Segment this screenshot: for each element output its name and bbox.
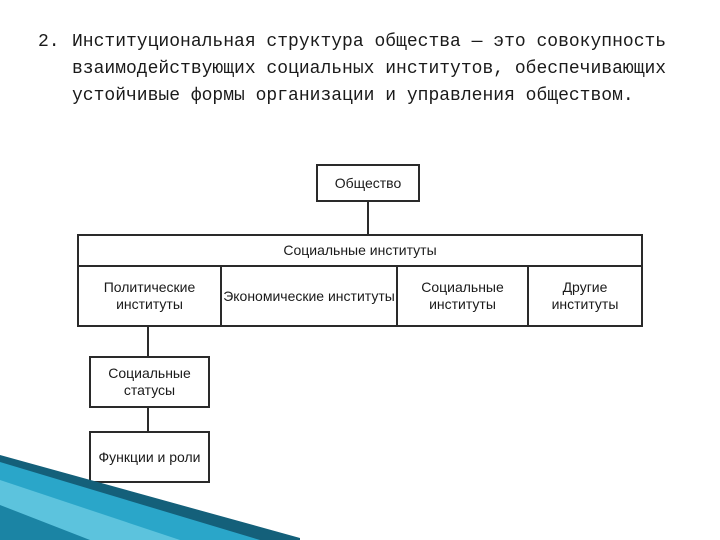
institute-label: Другие институты xyxy=(551,279,619,312)
institutes-header-label: Социальные институты xyxy=(283,242,437,258)
connector-statuses xyxy=(147,327,149,356)
institutes-header xyxy=(77,234,643,267)
society-label: Общество xyxy=(334,174,402,191)
decorative-wedge xyxy=(0,450,300,540)
society-box xyxy=(316,164,420,202)
connector-root xyxy=(367,202,369,234)
connector-functions xyxy=(147,408,149,431)
institute-cell xyxy=(527,265,643,327)
institute-label: Социальные институты xyxy=(421,279,504,312)
statuses-box xyxy=(89,356,210,408)
statuses-label: Социальные статусы xyxy=(108,365,191,398)
institute-label: Экономические институты xyxy=(223,287,395,304)
slide-text xyxy=(38,29,678,110)
institute-cell xyxy=(77,265,222,327)
institute-cell xyxy=(396,265,529,327)
list-number: 2. xyxy=(38,32,60,52)
institutional-structure-diagram xyxy=(65,150,655,496)
institute-label: Политические институты xyxy=(103,279,196,312)
definition-text: Институциональная структура общества — это совокупность взаимодействующих социальных институтов, обеспечивающих устойчивые формы организации и управления обществом. xyxy=(72,32,667,106)
functions-label: Функции и роли xyxy=(98,448,201,465)
institute-cell xyxy=(220,265,398,327)
